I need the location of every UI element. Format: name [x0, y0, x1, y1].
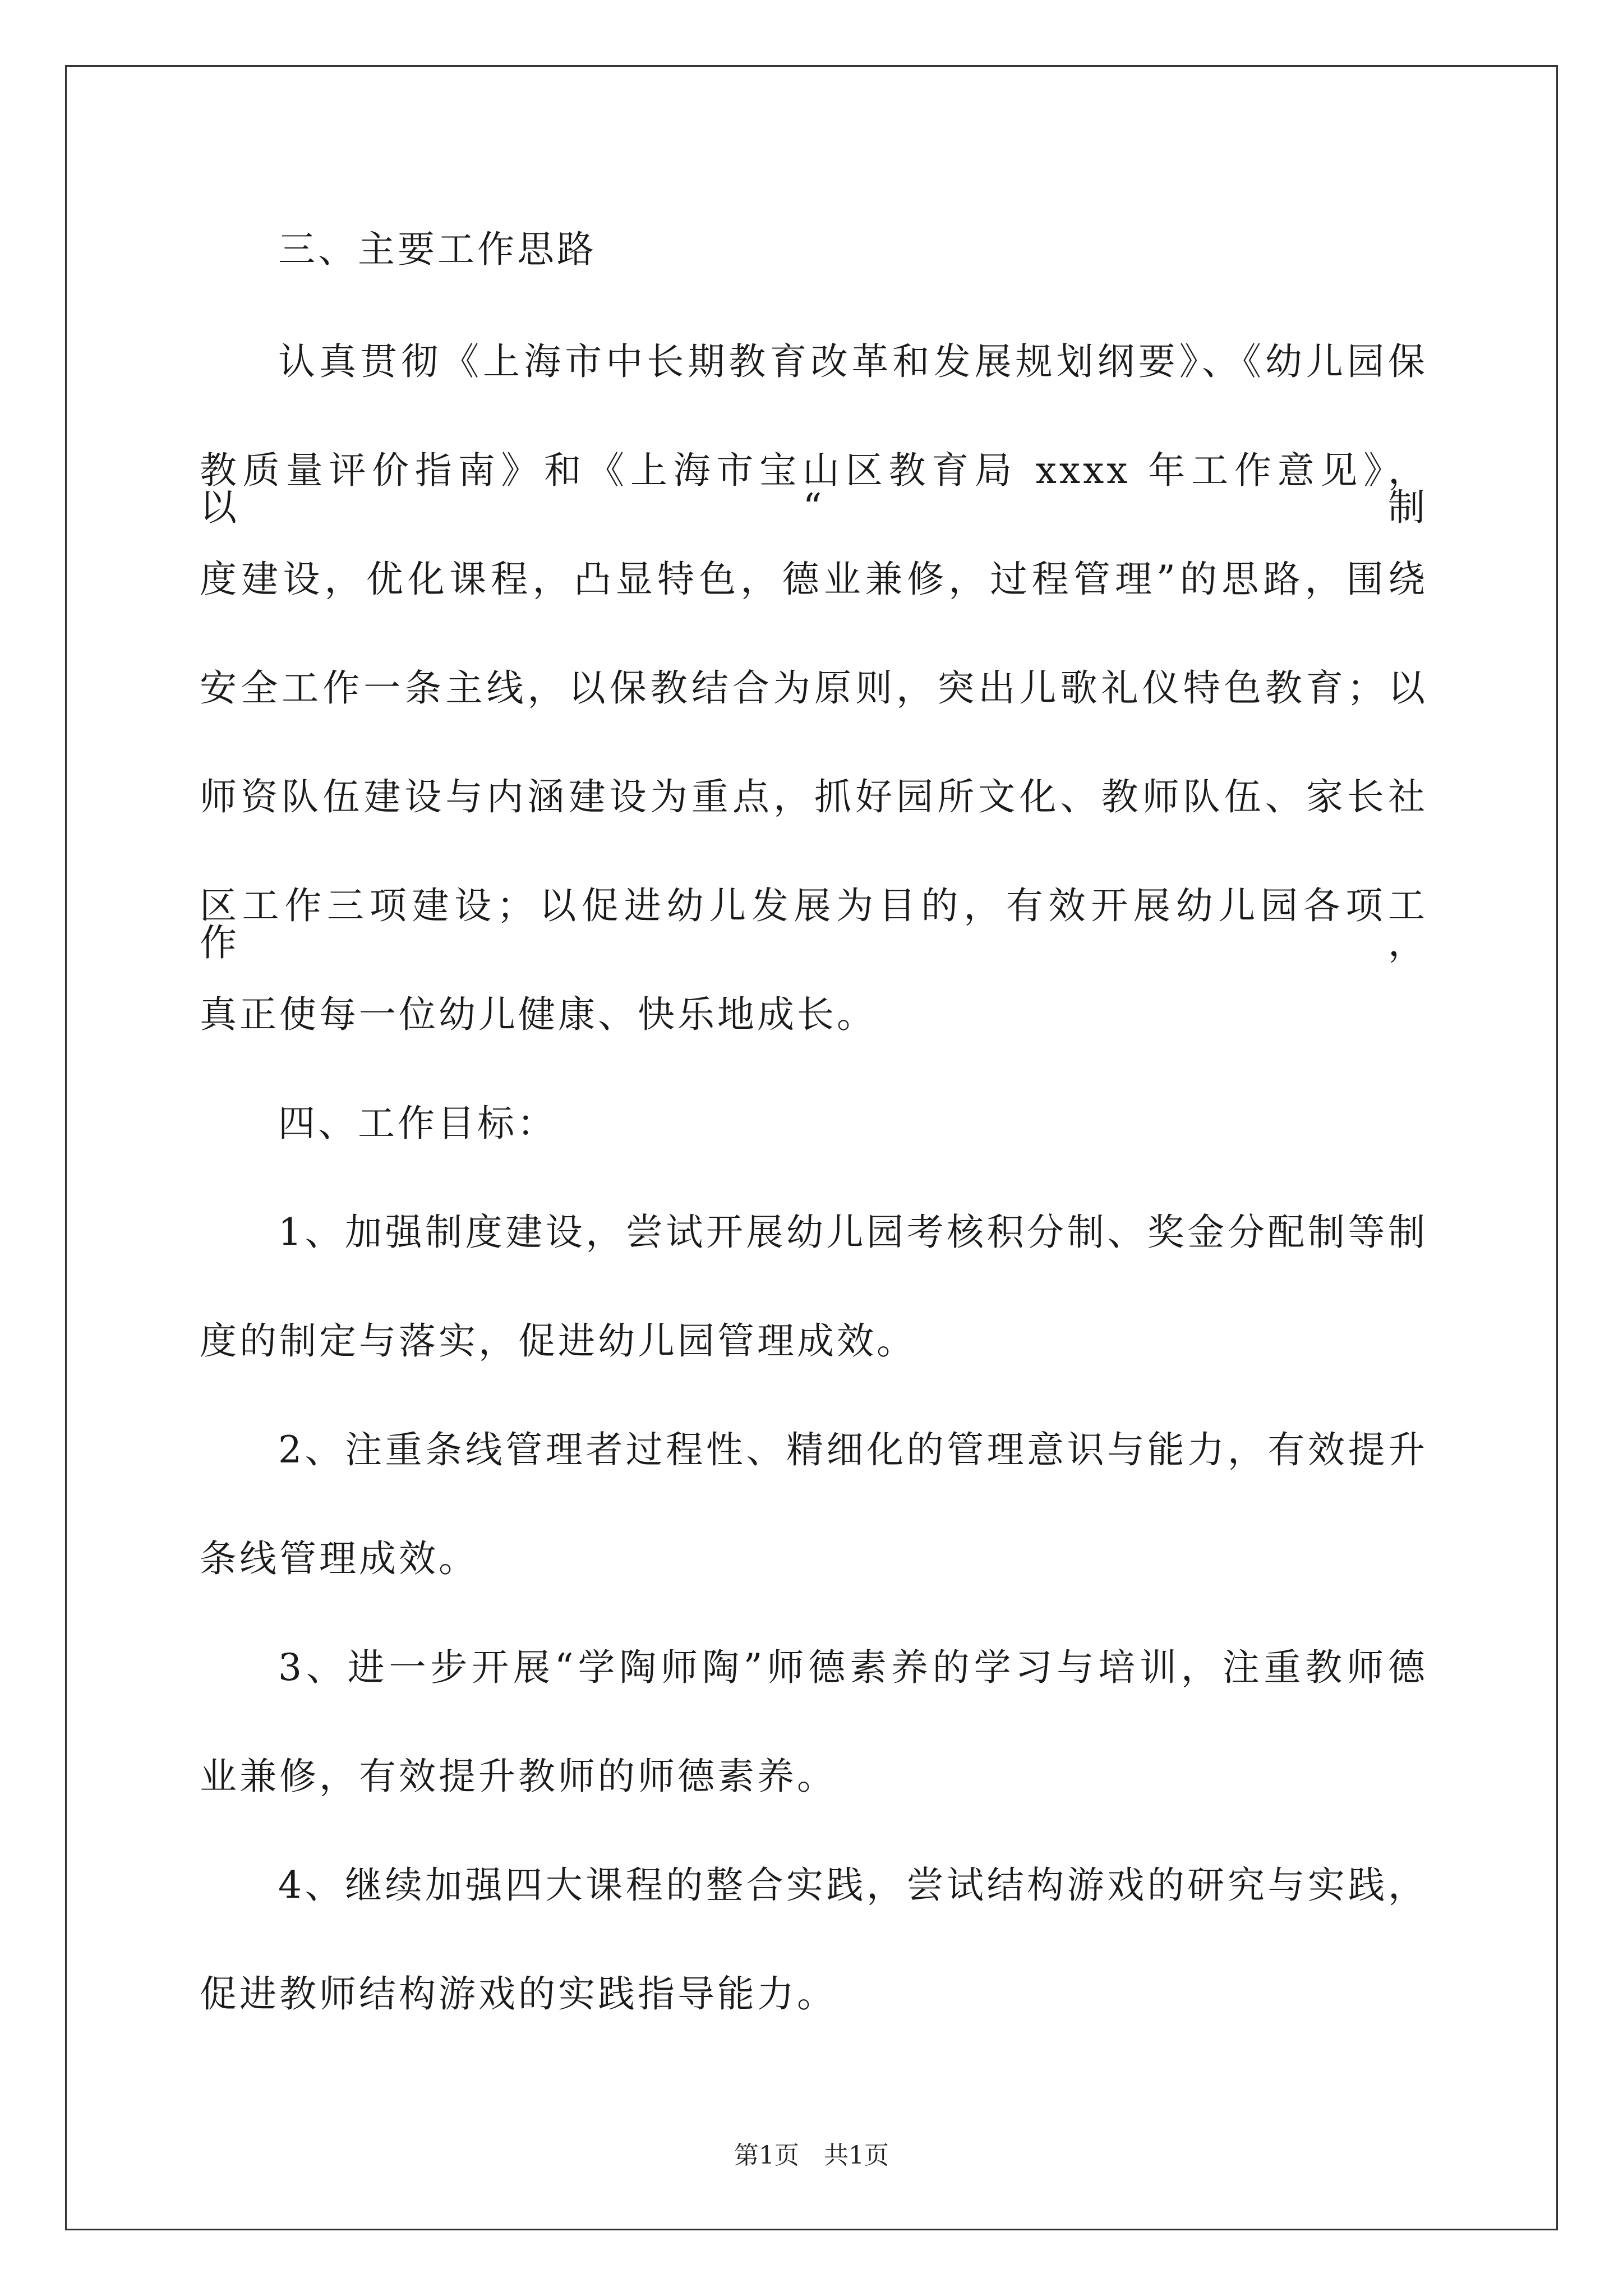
paragraph-line: 安全工作一条主线，以保教结合为原则，突出儿歌礼仪特色教育；以 — [200, 666, 1428, 710]
goal-4-line: 促进教师结构游戏的实践指导能力。 — [200, 1972, 837, 2016]
goal-3-line: 3、进一步开展“学陶师陶”师德素养的学习与培训，注重教师德 — [278, 1646, 1428, 1689]
paragraph-line: 度建设，优化课程，凸显特色，德业兼修，过程管理”的思路，围绕 — [200, 558, 1428, 601]
paragraph-line: 师资队伍建设与内涵建设为重点，抓好园所文化、教师队伍、家长社 — [200, 775, 1428, 818]
section-heading-4: 四、工作目标： — [278, 1102, 557, 1145]
goal-1-line: 度的制定与落实，促进幼儿园管理成效。 — [200, 1319, 916, 1363]
paragraph-line: 教质量评价指南》和《上海市宝山区教育局 xxxx 年工作意见》，以“制 — [200, 449, 1428, 529]
paragraph-line: 认真贯彻《上海市中长期教育改革和发展规划纲要》、《幼儿园保 — [278, 340, 1428, 383]
paragraph-line: 真正使每一位幼儿健康、快乐地成长。 — [200, 993, 877, 1036]
page-number: 第1页 — [734, 2141, 799, 2170]
page-total: 共1页 — [824, 2141, 889, 2170]
paragraph-line: 区工作三项建设；以促进幼儿发展为目的，有效开展幼儿园各项工作， — [200, 884, 1428, 964]
goal-4-line: 4、继续加强四大课程的整合实践，尝试结构游戏的研究与实践， — [278, 1864, 1428, 1907]
section-heading-3: 三、主要工作思路 — [278, 228, 597, 271]
page-footer — [0, 2135, 1623, 2171]
goal-2-line: 条线管理成效。 — [200, 1537, 478, 1580]
goal-1-line: 1、加强制度建设，尝试开展幼儿园考核积分制、奖金分配制等制 — [278, 1211, 1428, 1254]
goal-3-line: 业兼修，有效提升教师的师德素养。 — [200, 1755, 837, 1798]
goal-2-line: 2、注重条线管理者过程性、精细化的管理意识与能力，有效提升 — [278, 1428, 1428, 1471]
